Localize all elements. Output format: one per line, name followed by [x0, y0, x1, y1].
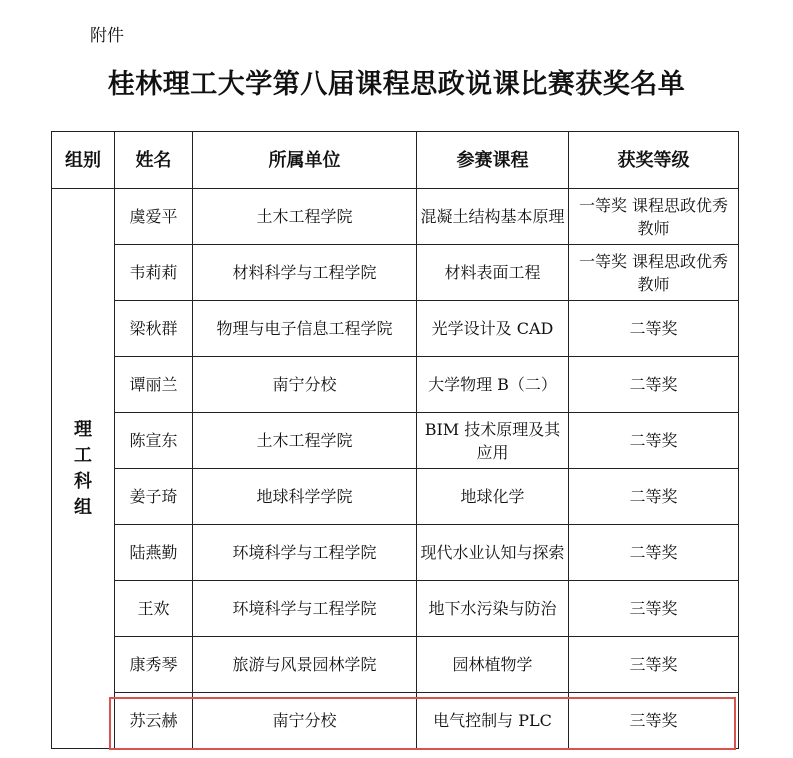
cell-award: 三等奖 [569, 693, 739, 749]
cell-award: 二等奖 [569, 357, 739, 413]
cell-course: 电气控制与 PLC [417, 693, 569, 749]
cell-award: 三等奖 [569, 637, 739, 693]
cell-unit: 土木工程学院 [193, 189, 417, 245]
attachment-label: 附件 [90, 26, 124, 46]
cell-course: 地下水污染与防治 [417, 581, 569, 637]
group-label: 理工科组 [74, 418, 92, 518]
cell-name: 陈宣东 [115, 413, 193, 469]
cell-award: 二等奖 [569, 413, 739, 469]
table-row [52, 469, 739, 525]
cell-name: 谭丽兰 [115, 357, 193, 413]
cell-name: 虞爱平 [115, 189, 193, 245]
cell-unit: 物理与电子信息工程学院 [193, 301, 417, 357]
award-table [51, 131, 739, 749]
cell-course: 材料表面工程 [417, 245, 569, 301]
cell-unit: 材料科学与工程学院 [193, 245, 417, 301]
cell-award: 二等奖 [569, 469, 739, 525]
cell-course: 大学物理 B（二） [417, 357, 569, 413]
cell-unit: 环境科学与工程学院 [193, 581, 417, 637]
table-row [52, 245, 739, 301]
highlight-box [109, 697, 736, 750]
cell-unit: 旅游与风景园林学院 [193, 637, 417, 693]
cell-name: 苏云赫 [115, 693, 193, 749]
cell-name: 王欢 [115, 581, 193, 637]
cell-name: 韦莉莉 [115, 245, 193, 301]
cell-award: 二等奖 [569, 301, 739, 357]
cell-course: 地球化学 [417, 469, 569, 525]
group-cell [52, 189, 115, 749]
cell-name: 康秀琴 [115, 637, 193, 693]
header-name: 姓名 [115, 132, 193, 189]
cell-course: BIM 技术原理及其应用 [417, 413, 569, 469]
table-row [52, 301, 739, 357]
table-row [52, 413, 739, 469]
cell-award: 一等奖 课程思政优秀教师 [569, 189, 739, 245]
cell-course: 光学设计及 CAD [417, 301, 569, 357]
cell-course: 现代水业认知与探索 [417, 525, 569, 581]
table-header-row [52, 132, 739, 189]
cell-award: 二等奖 [569, 525, 739, 581]
header-course: 参赛课程 [417, 132, 569, 189]
cell-unit: 地球科学学院 [193, 469, 417, 525]
table-row [52, 637, 739, 693]
document-title: 桂林理工大学第八届课程思政说课比赛获奖名单 [107, 69, 686, 100]
cell-unit: 环境科学与工程学院 [193, 525, 417, 581]
cell-name: 陆燕勤 [115, 525, 193, 581]
cell-name: 姜子琦 [115, 469, 193, 525]
header-group: 组别 [52, 132, 115, 189]
cell-award: 一等奖 课程思政优秀教师 [569, 245, 739, 301]
cell-name: 梁秋群 [115, 301, 193, 357]
cell-unit: 南宁分校 [193, 357, 417, 413]
header-award: 获奖等级 [569, 132, 739, 189]
table-row [52, 525, 739, 581]
cell-unit: 土木工程学院 [193, 413, 417, 469]
cell-unit: 南宁分校 [193, 693, 417, 749]
table-row [52, 581, 739, 637]
cell-award: 三等奖 [569, 581, 739, 637]
cell-course: 混凝土结构基本原理 [417, 189, 569, 245]
header-unit: 所属单位 [193, 132, 417, 189]
cell-course: 园林植物学 [417, 637, 569, 693]
table-row [52, 189, 739, 245]
table-row [52, 357, 739, 413]
